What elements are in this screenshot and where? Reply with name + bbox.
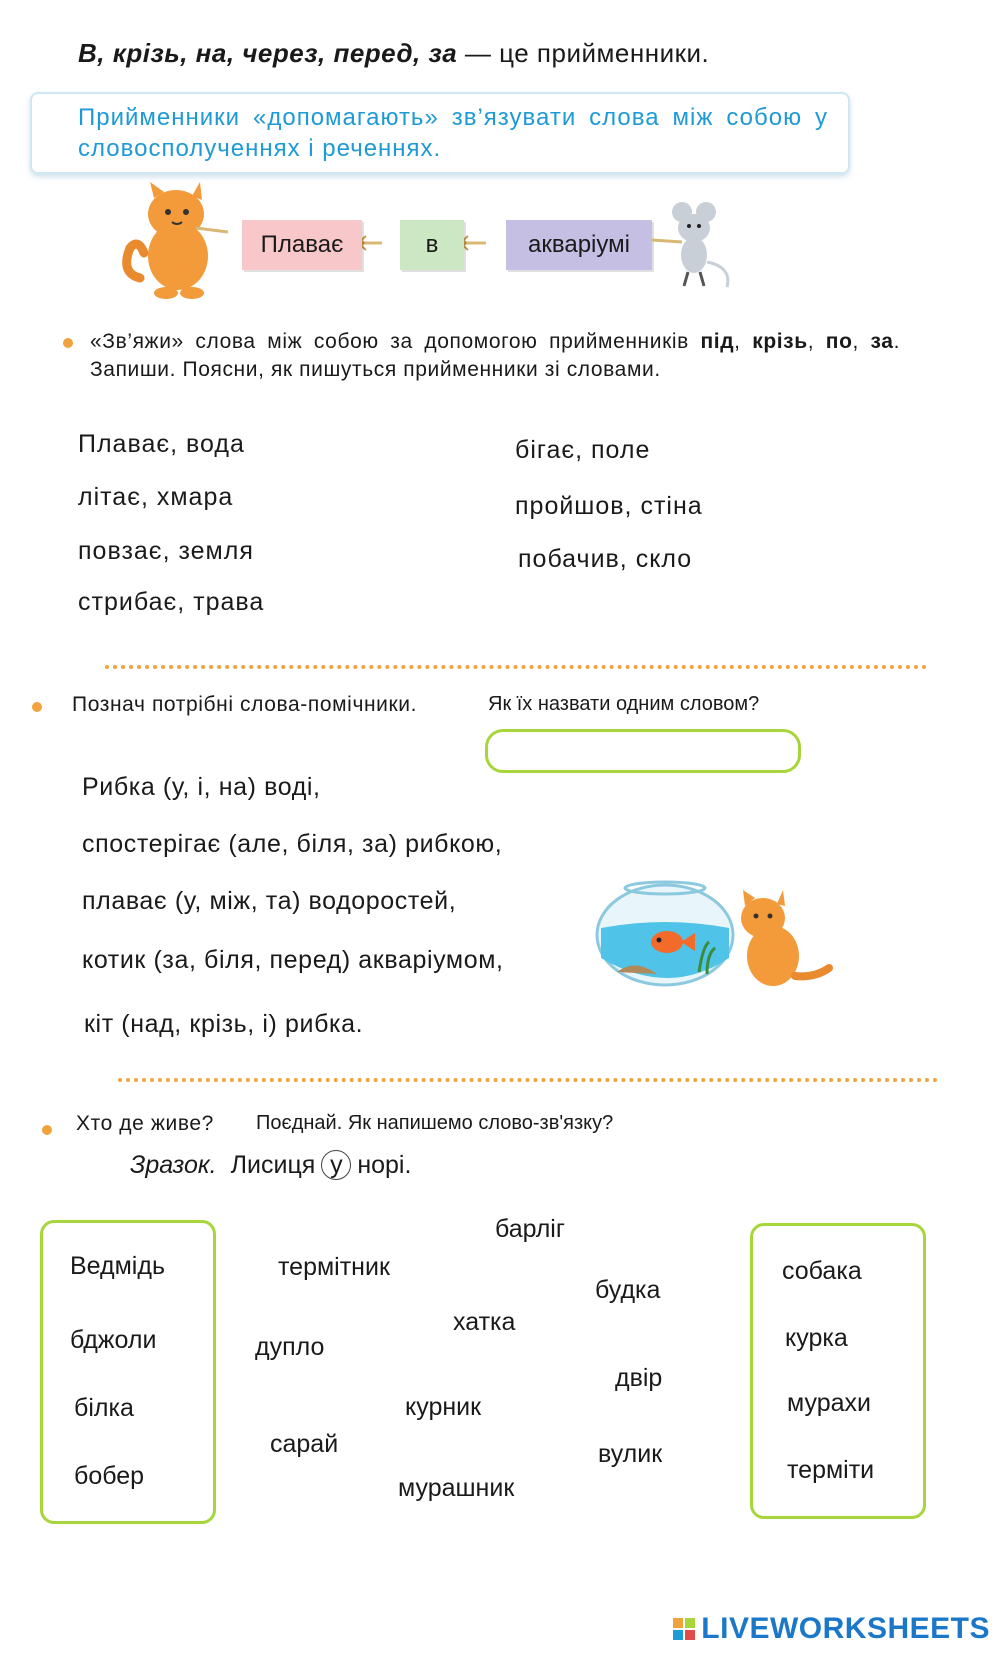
prep-za: за	[870, 330, 894, 353]
home-1[interactable]: барліг	[495, 1215, 565, 1243]
aquarium-cat-icon	[595, 880, 835, 990]
sample-preposition: у	[321, 1150, 351, 1180]
bullet-icon	[32, 702, 42, 712]
animal-right-2[interactable]: курка	[785, 1324, 848, 1352]
sentence-2: спостерігає (але, біля, за) рибкою,	[82, 830, 503, 858]
animal-left-3[interactable]: білка	[74, 1394, 134, 1422]
home-10[interactable]: мурашник	[398, 1474, 515, 1502]
animal-right-4[interactable]: терміти	[787, 1456, 875, 1484]
task1-text-a: «Зв’яжи» слова між собою за допомогою прийменників	[90, 330, 701, 353]
task1-instruction	[90, 328, 900, 384]
prep-po: по	[825, 330, 853, 353]
liveworksheets-logo	[673, 1612, 990, 1646]
title-rest: — це прийменники.	[457, 38, 710, 68]
sample-line	[130, 1150, 411, 1180]
home-2[interactable]: термітник	[278, 1253, 390, 1281]
home-7[interactable]: курник	[405, 1393, 482, 1421]
sample-home: норі.	[357, 1150, 412, 1179]
pair-right-1: бігає, поле	[515, 436, 651, 464]
animal-right-1[interactable]: собака	[782, 1257, 862, 1285]
chain-word-3: акваріумі	[506, 220, 652, 270]
task2-instruction: Познач потрібні слова-помічники.	[72, 693, 418, 716]
bullet-icon	[63, 338, 73, 348]
divider	[118, 1078, 938, 1082]
chain-word-1: Плаває	[242, 220, 362, 270]
page-title	[78, 38, 709, 69]
task1-sep2: ,	[807, 330, 815, 353]
animal-left-2[interactable]: бджоли	[70, 1326, 157, 1354]
prepositions-list: В, крізь, на, через, перед, за	[78, 38, 458, 68]
pair-left-2: літає, хмара	[78, 483, 234, 511]
prep-pid: під	[700, 330, 735, 353]
pair-left-3: повзає, земля	[78, 537, 254, 565]
task1-sep1: ,	[734, 330, 753, 353]
prep-kriz: крізь	[752, 330, 808, 353]
task3-question: Хто де живе?	[76, 1112, 214, 1135]
home-4[interactable]: хатка	[453, 1308, 516, 1336]
sentence-1: Рибка (у, і, на) воді,	[82, 773, 321, 801]
sample-word: Лисиця	[230, 1150, 316, 1179]
pair-left-4: стрибає, трава	[78, 588, 265, 616]
task1-text-b: . Запиши. Поясни, як пишуться прийменники зі словами.	[90, 330, 901, 381]
home-6[interactable]: двір	[615, 1364, 663, 1392]
pair-right-2: пройшов, стіна	[515, 492, 703, 520]
cat-illustration-icon	[118, 178, 228, 300]
logo-badge-icon	[673, 1618, 695, 1640]
answer-input[interactable]	[485, 729, 801, 773]
animal-left-1[interactable]: Ведмідь	[70, 1252, 165, 1280]
home-9[interactable]: вулик	[598, 1440, 663, 1468]
bullet-icon	[42, 1125, 52, 1135]
mouse-illustration-icon	[652, 200, 742, 292]
pair-right-3: побачив, скло	[518, 545, 693, 573]
pair-left-1: Плаває, вода	[78, 430, 245, 458]
sentence-5: кіт (над, крізь, і) рибка.	[84, 1010, 364, 1038]
task3-instruction: Поєднай. Як напишемо слово-зв'язку?	[256, 1112, 614, 1134]
sentence-3: плаває (у, між, та) водоростей,	[82, 887, 457, 915]
task2-question: Як їх назвати одним словом?	[488, 693, 760, 715]
chain-word-2: в	[400, 220, 464, 270]
sentence-4: котик (за, біля, перед) акваріумом,	[82, 946, 504, 974]
logo-text: LIVEWORKSHEETS	[701, 1612, 990, 1645]
divider	[105, 665, 927, 669]
task1-sep3: ,	[852, 330, 871, 353]
animal-left-4[interactable]: бобер	[74, 1462, 145, 1490]
sample-label: Зразок.	[130, 1150, 217, 1179]
rule-text: Прийменники «допомагають» зв’язувати слова між собою у словосполученнях і реченнях.	[78, 104, 828, 162]
home-5[interactable]: дупло	[255, 1333, 325, 1361]
home-3[interactable]: будка	[595, 1276, 661, 1304]
animal-right-3[interactable]: мурахи	[787, 1389, 871, 1417]
home-8[interactable]: сарай	[270, 1430, 339, 1458]
